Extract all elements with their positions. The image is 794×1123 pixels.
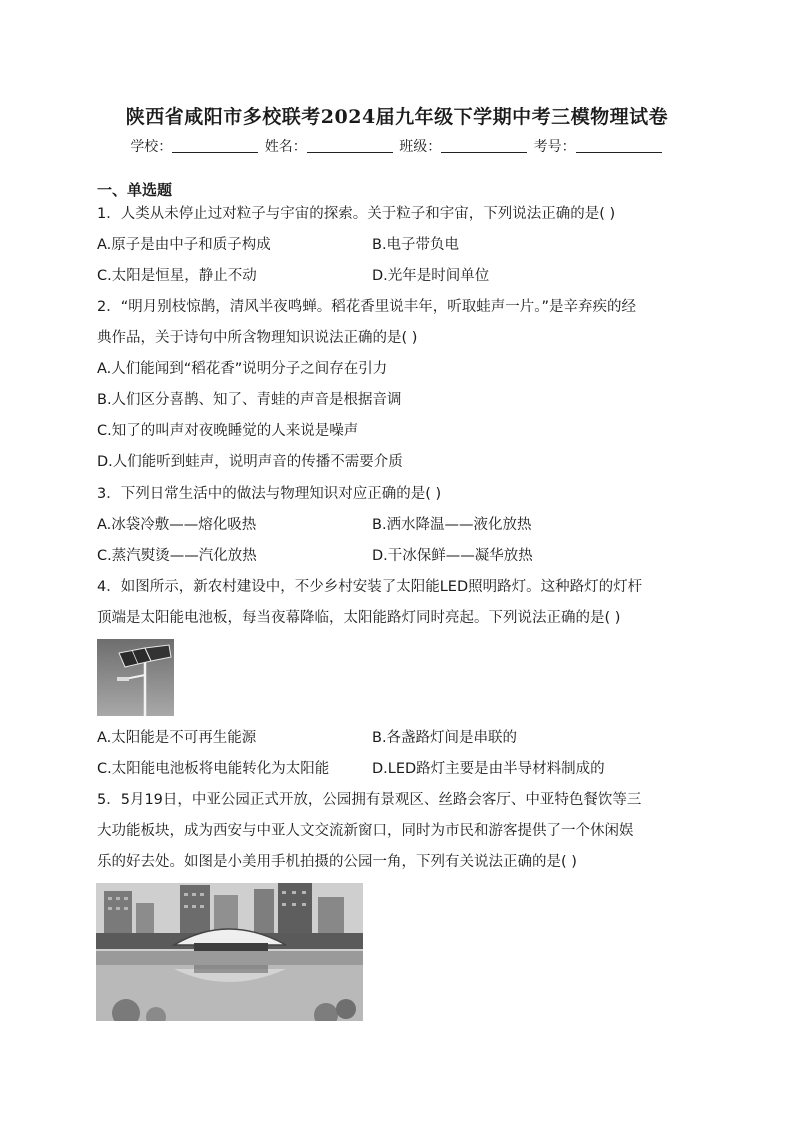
class-blank[interactable] (441, 138, 527, 153)
q5-stem-line1: 5．5月19日，中亚公园正式开放，公园拥有景观区、丝路会客厅、中亚特色餐饮等三 (97, 792, 642, 808)
school-label: 学校： (130, 139, 173, 155)
name-blank[interactable] (307, 138, 393, 153)
student-info-row (0, 136, 794, 156)
q2-option-b: B.人们区分喜鹊、知了、青蛙的声音是根据音调 (97, 392, 402, 408)
q4-stem-line2: 顶端是太阳能电池板，每当夜幕降临，太阳能路灯同时亮起。下列说法正确的是( ) (97, 610, 621, 626)
section-heading: 一、单选题 (97, 181, 173, 199)
q3-option-d: D.干冰保鲜——凝华放热 (372, 548, 533, 564)
q4-option-b: B.各盏路灯间是串联的 (372, 730, 518, 746)
park-photo-image (96, 883, 363, 1021)
q2-option-c: C.知了的叫声对夜晚睡觉的人来说是噪声 (97, 423, 359, 439)
q1-option-b: B.电子带负电 (372, 237, 460, 253)
q1-option-d: D.光年是时间单位 (372, 268, 490, 284)
q1-option-a: A.原子是由中子和质子构成 (97, 237, 271, 253)
number-label: 考号： (533, 139, 576, 155)
solar-street-light-image (97, 639, 174, 716)
q1-option-c: C.太阳是恒星，静止不动 (97, 268, 257, 284)
q3-option-c: C.蒸汽熨烫——汽化放热 (97, 548, 257, 564)
q1-stem: 1．人类从未停止过对粒子与宇宙的探索。关于粒子和宇宙，下列说法正确的是( ) (97, 206, 616, 222)
number-blank[interactable] (576, 138, 662, 153)
q3-option-b: B.洒水降温——液化放热 (372, 517, 532, 533)
q2-stem-line2: 典作品，关于诗句中所含物理知识说法正确的是( ) (97, 330, 418, 346)
q4-option-c: C.太阳能电池板将电能转化为太阳能 (97, 761, 330, 777)
q2-stem-line1: 2．“明月别枝惊鹊，清风半夜鸣蝉。稻花香里说丰年，听取蛙声一片。”是辛弃疾的经 (97, 299, 636, 315)
q4-option-a: A.太阳能是不可再生能源 (97, 730, 257, 746)
page-title: 陕西省咸阳市多校联考2024届九年级下学期中考三模物理试卷 (125, 106, 669, 128)
q3-stem: 3．下列日常生活中的做法与物理知识对应正确的是( ) (97, 486, 442, 502)
name-label: 姓名： (264, 139, 307, 155)
q2-option-a: A.人们能闻到“稻花香”说明分子之间存在引力 (97, 361, 388, 377)
q3-option-a: A.冰袋冷敷——熔化吸热 (97, 517, 257, 533)
q5-stem-line2: 大功能板块，成为西安与中亚人文交流新窗口，同时为市民和游客提供了一个休闲娱 (97, 823, 634, 839)
school-blank[interactable] (172, 138, 258, 153)
q4-option-d: D.LED路灯主要是由半导材料制成的 (372, 761, 605, 777)
class-label: 班级： (399, 139, 442, 155)
q5-stem-line3: 乐的好去处。如图是小美用手机拍摄的公园一角，下列有关说法正确的是( ) (97, 854, 577, 870)
q4-stem-line1: 4．如图所示，新农村建设中，不少乡村安装了太阳能LED照明路灯。这种路灯的灯杆 (97, 579, 643, 595)
q2-option-d: D.人们能听到蛙声，说明声音的传播不需要介质 (97, 454, 403, 470)
